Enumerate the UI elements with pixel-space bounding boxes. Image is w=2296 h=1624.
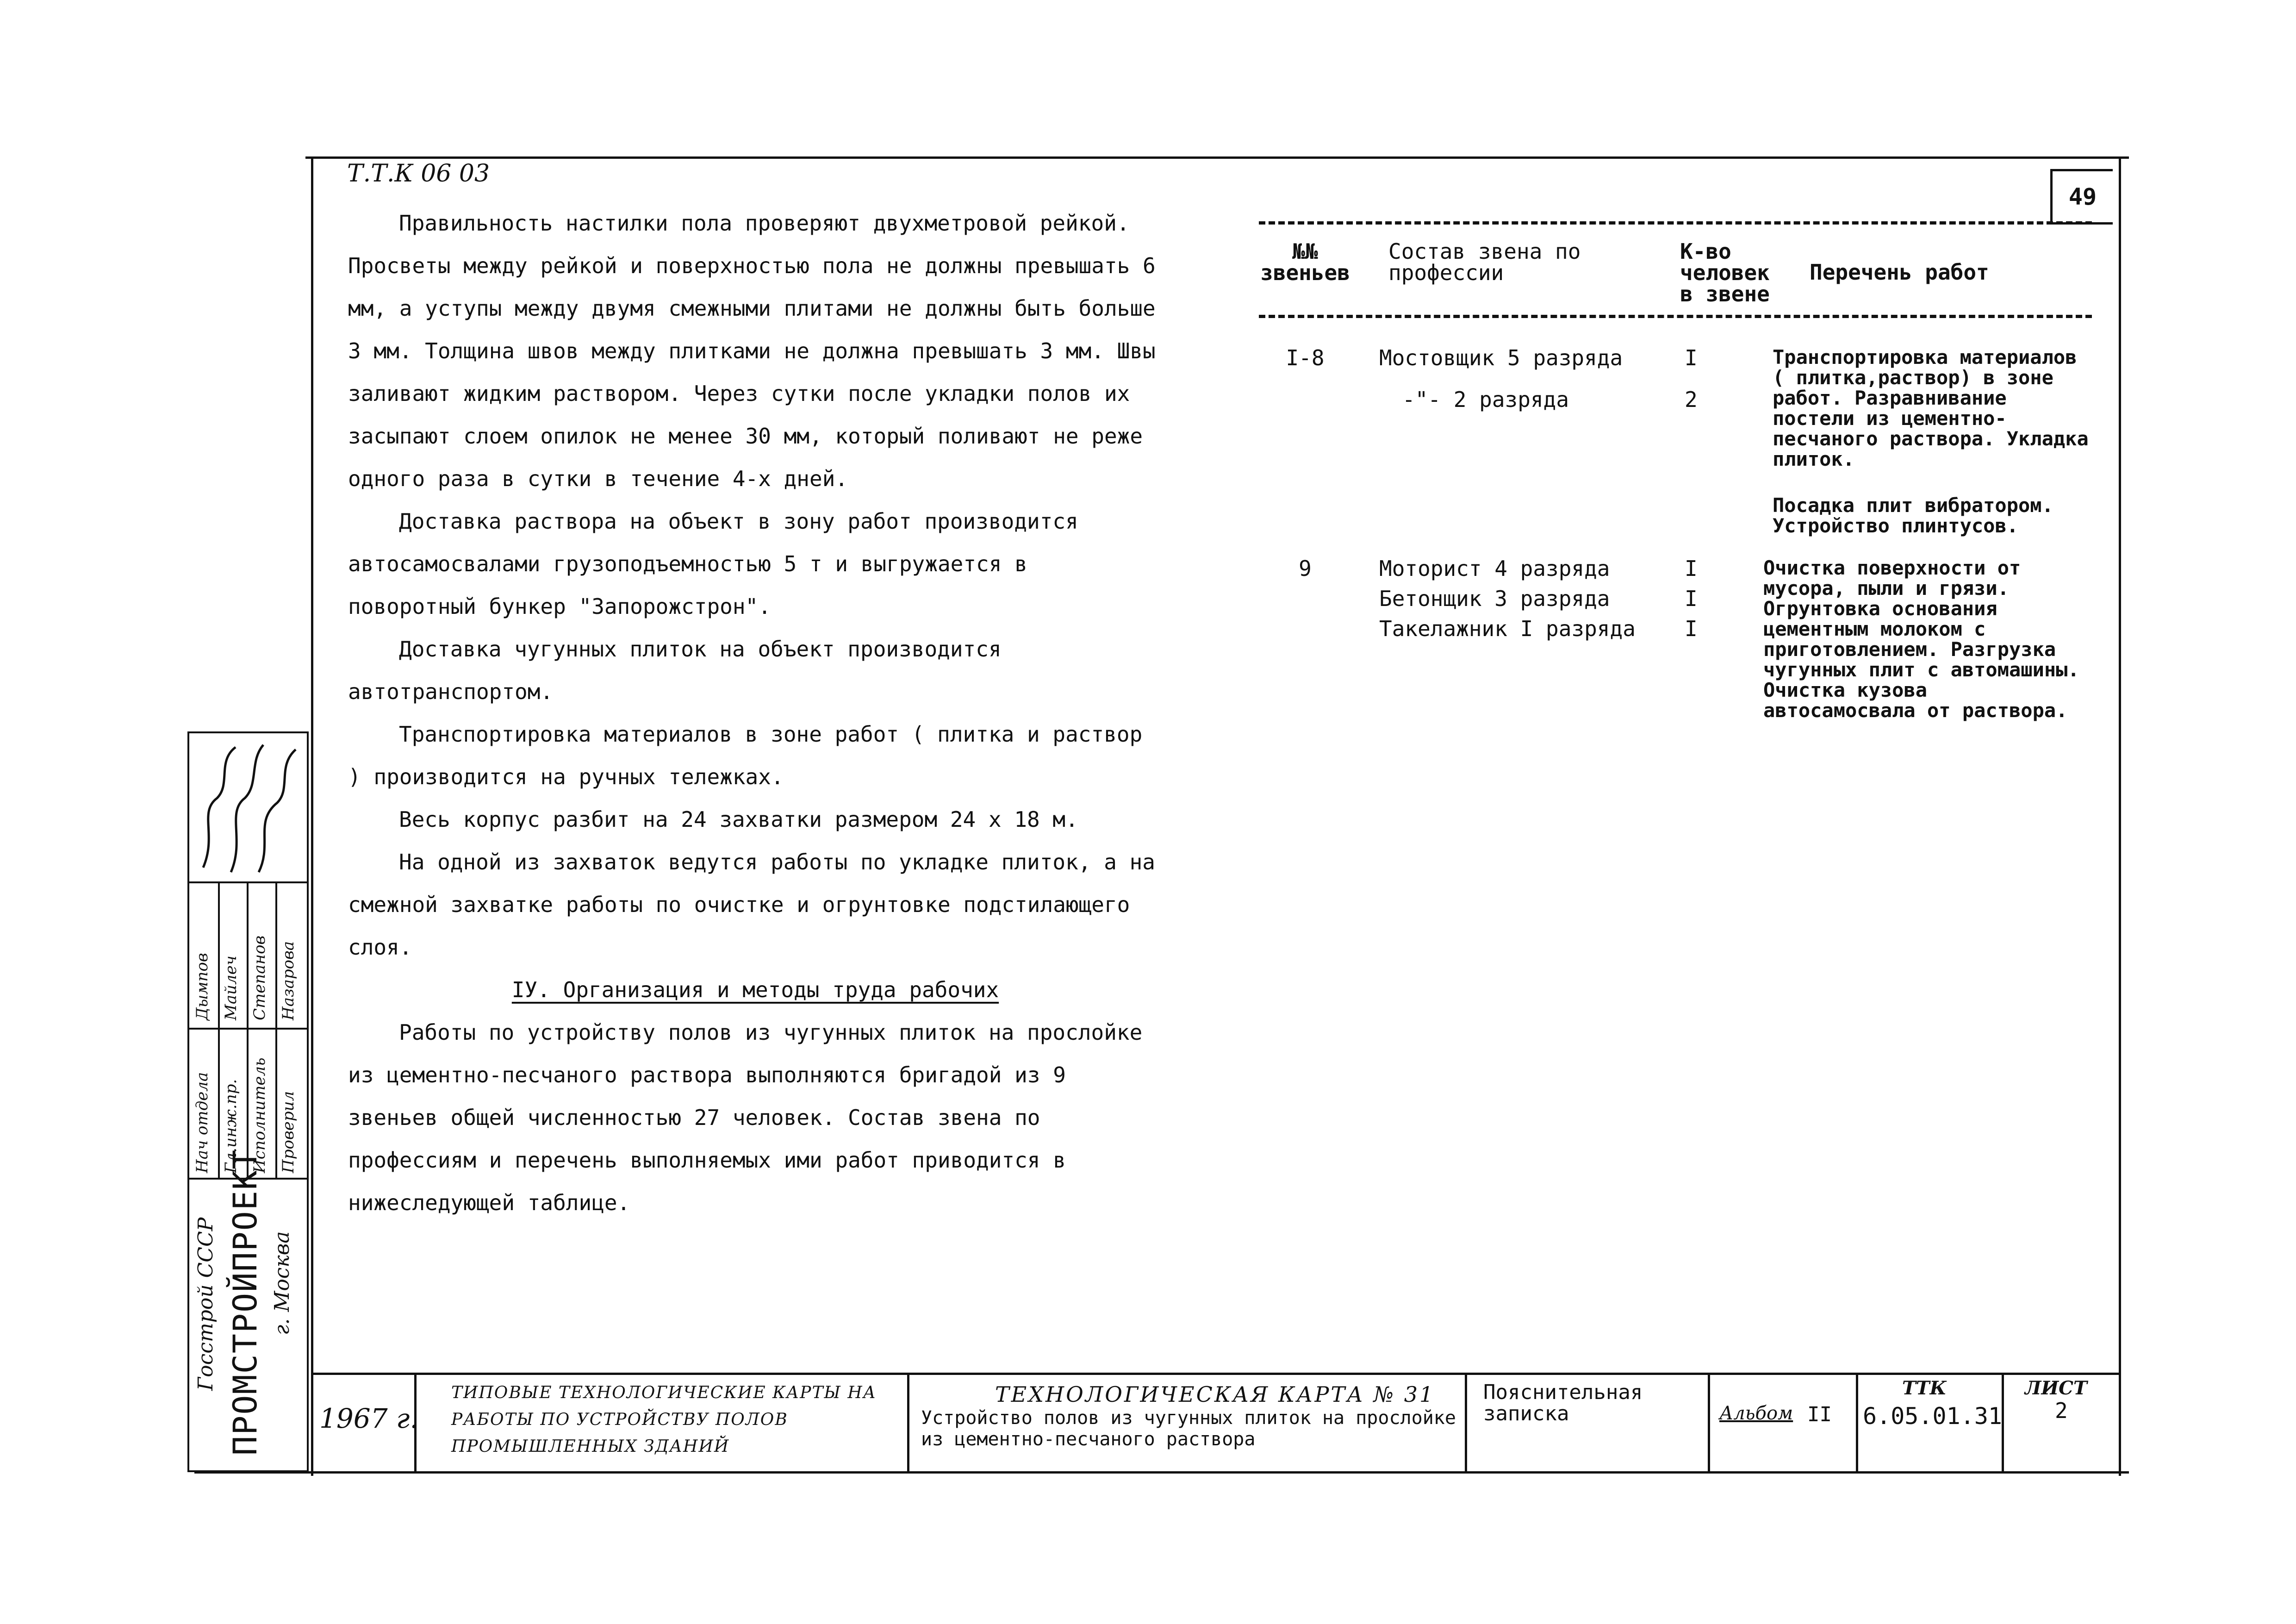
frame-right-border — [2119, 156, 2121, 1476]
table-row-1-profession-2: -"- 2 разряда — [1402, 387, 1569, 412]
tb-album-label: Альбом — [1719, 1403, 1793, 1424]
tb-divider-3 — [1465, 1373, 1467, 1471]
tb-sheet-number: 2 — [2055, 1398, 2068, 1423]
frame-top-border — [305, 156, 2129, 159]
tb-section: Пояснительная записка — [1483, 1380, 1643, 1425]
paragraph-1: Правильность настилки пола проверяют двухметровой рейкой. Просветы между рейкой и поверхностью пола не должны превышать 6 мм, а уступы между двумя смежными плитами не должны быть больше 3 мм. Толщина швов между плитками не должна превышать 3 мм. Швы заливают жидким раствором. Через сутки после укладки полов их засыпают слоем опилок не менее 30 мм, который поливают не реже одного раза в сутки в течение 4-х дней. — [348, 211, 1156, 491]
table-row-2-count-1: I — [1685, 556, 1698, 581]
tb-divider-5 — [1856, 1373, 1858, 1471]
tb-ttk-code: 6.05.01.31 — [1863, 1403, 2003, 1430]
document-code: Т.Т.К 06 03 — [347, 160, 490, 187]
stamp-org-line-2: ПРОМСТРОЙПРОЕКТ — [226, 1149, 264, 1455]
paragraph-6: На одной из захваток ведутся работы по укладке плиток, а на смежной захватке работы по очистке и огрунтовке подстилающего слоя. — [348, 849, 1155, 960]
frame-bottom-border — [194, 1471, 2129, 1474]
side-stamp-signatures — [189, 733, 307, 883]
table-header-count: К-во человек в звене — [1680, 239, 1770, 306]
paragraph-3: Доставка чугунных плиток на объект производится автотранспортом. — [348, 637, 1002, 704]
table-row-2-count-2: I — [1685, 586, 1698, 611]
page-number-box — [2050, 169, 2113, 225]
table-row-2-profession-1: Моторист 4 разряда — [1379, 556, 1610, 581]
table-row-2-links: 9 — [1299, 556, 1312, 581]
table-row-1-works-1: Транспортировка материалов ( плитка,раствор) в зоне работ. Разравнивание постели из цементно-песчаного раствора. Укладка плиток. — [1773, 346, 2089, 470]
tb-card-title: ТЕХНОЛОГИЧЕСКАЯ КАРТА № 31 — [995, 1382, 1435, 1407]
tb-series-title: ТИПОВЫЕ ТЕХНОЛОГИЧЕСКИЕ КАРТЫ НА РАБОТЫ ПО УСТРОЙСТВУ ПОЛОВ ПРОМЫШЛЕННЫХ ЗДАНИЙ — [451, 1383, 877, 1456]
stamp-name-4: Назарова — [279, 941, 298, 1020]
tb-year: 1967 г. — [319, 1403, 418, 1434]
paragraph-2: Доставка раствора на объект в зону работ производится автосамосвалами грузоподъемностью 5 т и выгружается в поворотный бункер "Запорожстрон". — [348, 509, 1078, 619]
stamp-role-4: Проверил — [279, 1091, 298, 1173]
body-text — [348, 202, 1163, 1224]
table-header-rule — [1259, 315, 2092, 318]
stamp-org-line-1: Госстрой СССР — [194, 1217, 218, 1391]
table-row-1-links: I-8 — [1286, 345, 1325, 370]
stamp-role-1: Нач отдела — [193, 1072, 212, 1173]
table-header-works: Перечень работ — [1810, 260, 1989, 285]
side-stamp — [187, 731, 309, 1472]
paragraph-4: Транспортировка материалов в зоне работ ( плитка и раствор ) производится на ручных тележках. — [348, 722, 1143, 789]
side-stamp-grid — [189, 881, 307, 1180]
table-top-rule — [1259, 221, 2092, 225]
tb-card-subtitle: Устройство полов из чугунных плиток на прослойке из цементно-песчаного раствора — [921, 1407, 1456, 1450]
tb-album-number: II — [1807, 1403, 1832, 1426]
table-header-composition: Состав звена по профессии — [1388, 239, 1581, 285]
stamp-role-2: Гл.инж.пр. — [222, 1079, 240, 1173]
stamp-role-3: Исполнитель — [250, 1057, 269, 1173]
stamp-name-3: Степанов — [250, 935, 269, 1020]
table-row-1-works-2: Посадка плит вибратором. Устройство плинтусов. — [1773, 494, 2053, 537]
signature-scribbles — [189, 733, 305, 879]
table-row-1-count-1: I — [1685, 345, 1698, 370]
tb-sheet-label: ЛИСТ — [2025, 1377, 2087, 1399]
tb-divider-4 — [1708, 1373, 1710, 1471]
section-paragraph: Работы по устройству полов из чугунных плиток на прослойке из цементно-песчаного раствора выполняются бригадой из 9 звеньев общей численностью 27 человек. Состав звена по профессиям и перечень выполняемых ими работ приводится в нижеследующей таблице. — [348, 1020, 1143, 1215]
title-block-top-line — [311, 1373, 2121, 1375]
table-header-links: №№ звеньев — [1260, 239, 1350, 285]
tb-ttk-label: ТТК — [1902, 1377, 1947, 1399]
stamp-name-1: Дымпов — [193, 953, 212, 1020]
stamp-org-line-3: г. Москва — [270, 1231, 294, 1335]
page-number: 49 — [2068, 183, 2097, 210]
frame-left-border — [311, 156, 313, 1476]
table-row-2-profession-3: Такелажник I разряда — [1379, 616, 1636, 641]
table-row-2-profession-2: Бетонщик 3 разряда — [1379, 586, 1610, 611]
stamp-name-2: Майлеч — [222, 956, 240, 1020]
table-row-2-count-3: I — [1685, 616, 1698, 641]
table-row-1-count-2: 2 — [1685, 387, 1698, 412]
paragraph-5: Весь корпус разбит на 24 захватки размером 24 х 18 м. — [399, 807, 1078, 832]
table-row-1-profession-1: Мостовщик 5 разряда — [1379, 345, 1623, 370]
tb-divider-2 — [907, 1373, 909, 1471]
table-row-2-works-1: Очистка поверхности от мусора, пыли и грязи. Огрунтовка основания цементным молоком с приготовлением. Разгрузка чугунных плит с автомашины. Очистка кузова автосамосвала от раствора. — [1763, 556, 2079, 722]
section-heading: IУ. Организация и методы труда рабочих — [511, 977, 999, 1002]
